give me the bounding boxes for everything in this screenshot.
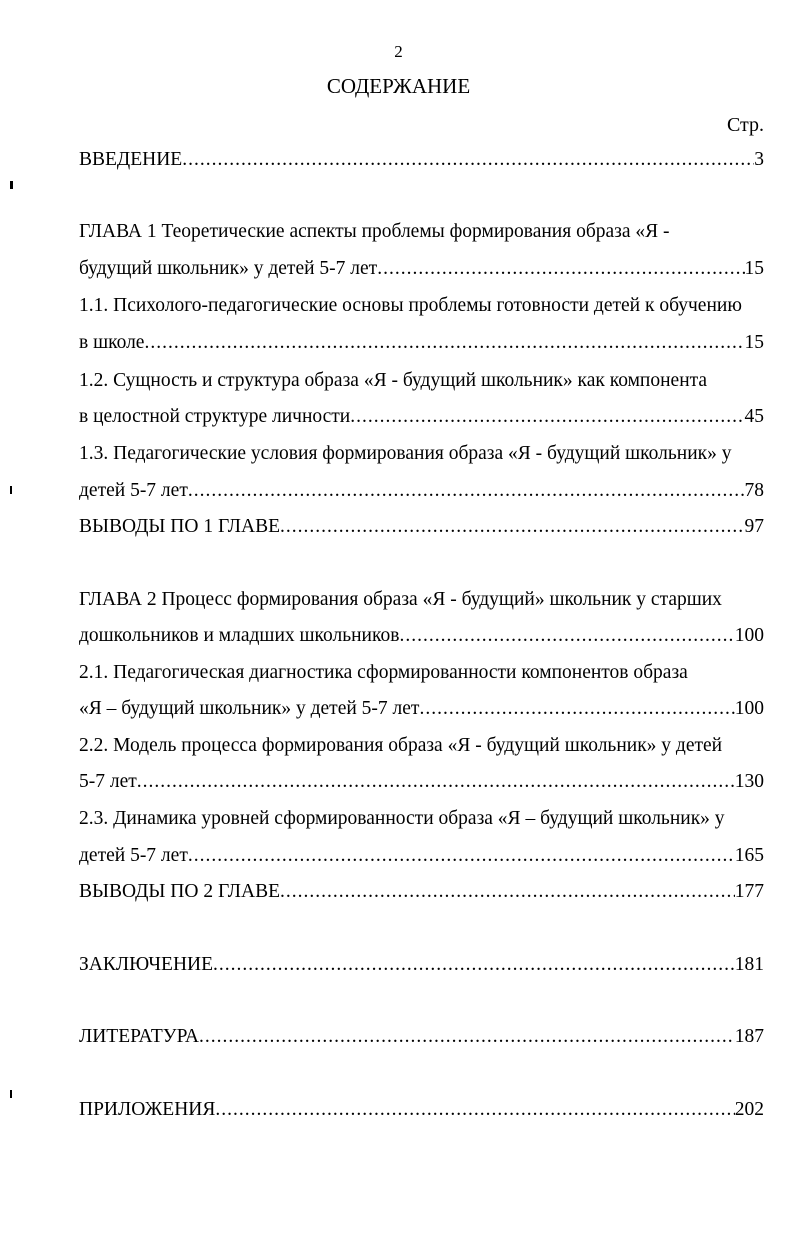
toc-entry-text: будущий школьник» у детей 5-7 лет	[79, 258, 378, 279]
page-number: 2	[394, 42, 403, 61]
toc-entry-text: детей 5-7 лет	[79, 480, 188, 501]
toc-entry-section-2-2: 2.2. Модель процесса формирования образа «Я - будущий школьник» у детей	[79, 735, 723, 756]
toc-entry-section-1-1: 1.1. Психолого-педагогические основы проблемы готовности детей к обучению	[79, 295, 742, 316]
toc-entry-conclusions-2	[79, 880, 764, 904]
toc-entry-section-1-2-cont	[79, 405, 764, 429]
page-title: СОДЕРЖАНИЕ	[326, 74, 471, 98]
dot-leader	[213, 953, 735, 977]
toc-entry-chapter-1: ГЛАВА 1 Теоретические аспекты проблемы формирования образа «Я -	[79, 221, 670, 242]
scan-mark	[10, 181, 13, 189]
toc-entry-text: 5-7 лет	[79, 771, 137, 792]
toc-entry-section-2-1-cont	[79, 697, 764, 721]
dot-leader	[199, 1025, 735, 1049]
toc-entry-literature	[79, 1025, 764, 1049]
toc-entry-section-1-1-cont	[79, 331, 764, 355]
dot-leader	[215, 1098, 734, 1122]
toc-entry-conclusions-1	[79, 515, 764, 539]
toc-entry-section-2-2-cont	[79, 770, 764, 794]
toc-entry-page: 100	[734, 698, 764, 719]
toc-entry-section-2-3: 2.3. Динамика уровней сформированности образа «Я – будущий школьник» у	[79, 808, 725, 829]
toc-entry-page: 100	[734, 625, 764, 646]
toc-entry-page: 165	[734, 845, 764, 866]
dot-leader	[188, 844, 735, 868]
toc-entry-page: 187	[734, 1026, 764, 1047]
toc-entry-page: 177	[734, 881, 764, 902]
toc-entry-text: в целостной структуре личности	[79, 406, 351, 427]
toc-entry-section-2-1: 2.1. Педагогическая диагностика сформированности компонентов образа	[79, 662, 688, 683]
scan-mark	[10, 1090, 12, 1098]
dot-leader	[144, 331, 744, 355]
toc-entry-conclusion	[79, 953, 764, 977]
toc-entry-section-1-3-cont	[79, 479, 764, 503]
toc-entry-page: 202	[734, 1099, 764, 1120]
toc-entry-text: ПРИЛОЖЕНИЯ	[79, 1099, 216, 1120]
dot-leader	[350, 405, 744, 429]
toc-entry-chapter-2-cont	[79, 624, 764, 648]
toc-entry-appendices	[79, 1098, 764, 1122]
dot-leader	[280, 880, 735, 904]
scan-mark	[10, 486, 12, 494]
toc-entry-text: ВЫВОДЫ ПО 1 ГЛАВЕ	[79, 516, 281, 537]
toc-entry-text: ВВЕДЕНИЕ	[79, 149, 183, 170]
toc-entry-text: детей 5-7 лет	[79, 845, 188, 866]
toc-entry-page: 78	[744, 480, 764, 501]
toc-entry-section-1-2: 1.2. Сущность и структура образа «Я - будущий школьник» как компонента	[79, 370, 708, 391]
toc-entry-text: ВЫВОДЫ ПО 2 ГЛАВЕ	[79, 881, 281, 902]
toc-entry-text: «Я – будущий школьник» у детей 5-7 лет	[79, 698, 420, 719]
dot-leader	[280, 515, 744, 539]
toc-entry-section-2-3-cont	[79, 844, 764, 868]
toc-entry-page: 15	[744, 258, 764, 279]
toc-entry-text: дошкольников и младших школьников	[79, 625, 400, 646]
dot-leader	[419, 697, 734, 721]
dot-leader	[188, 479, 745, 503]
toc-entry-page: 130	[734, 771, 764, 792]
toc-entry-section-1-3: 1.3. Педагогические условия формирования образа «Я - будущий школьник» у	[79, 443, 732, 464]
toc-entry-page: 45	[744, 406, 764, 427]
toc-entry-text: в школе	[79, 332, 145, 353]
toc-entry-chapter-1-cont	[79, 257, 764, 281]
toc-entry-page: 97	[744, 516, 764, 537]
toc-entry-chapter-2: ГЛАВА 2 Процесс формирования образа «Я - будущий» школьник у старших	[79, 589, 722, 610]
toc-entry-introduction	[79, 148, 764, 172]
page-column-label: Стр.	[726, 114, 764, 136]
toc-entry-page: 15	[744, 332, 764, 353]
dot-leader	[399, 624, 734, 648]
dot-leader	[377, 257, 744, 281]
toc-entry-text: ЗАКЛЮЧЕНИЕ	[79, 954, 214, 975]
toc-entry-page: 3	[754, 149, 764, 170]
dot-leader	[182, 148, 754, 172]
toc-entry-text: ЛИТЕРАТУРА	[79, 1026, 199, 1047]
dot-leader	[137, 770, 735, 794]
toc-entry-page: 181	[734, 954, 764, 975]
